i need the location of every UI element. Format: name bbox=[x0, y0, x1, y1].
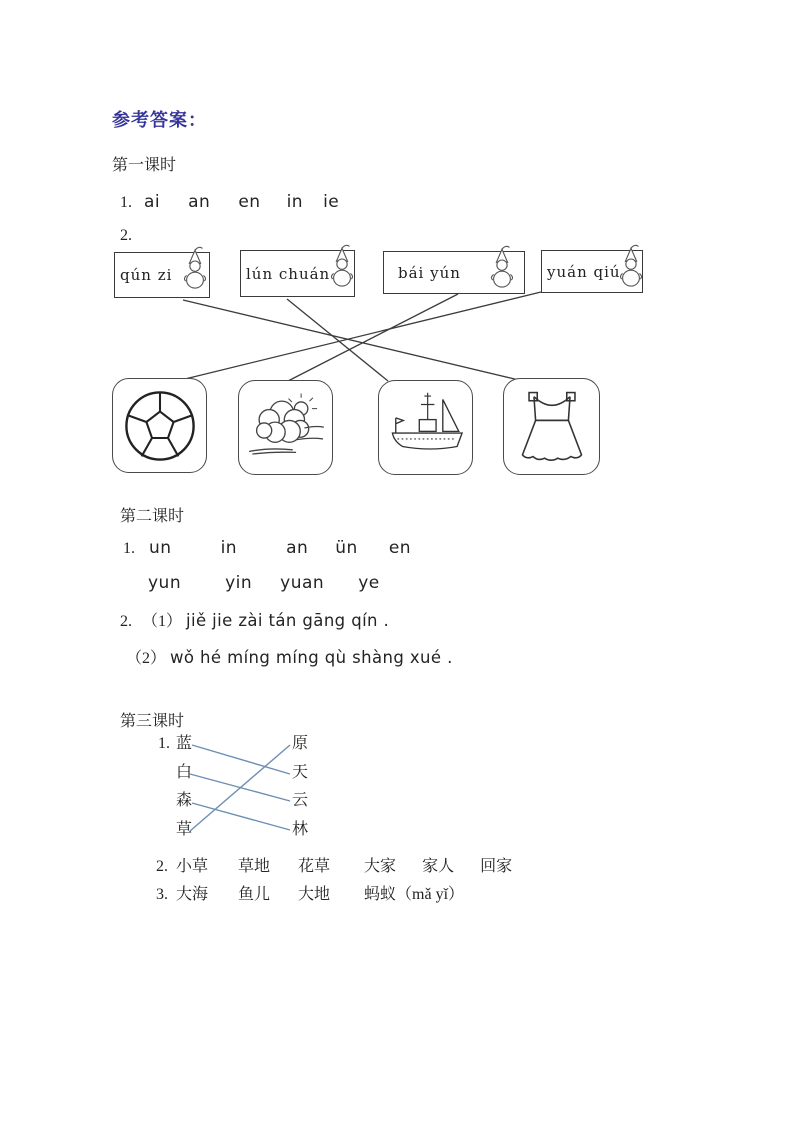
image-box-cloud bbox=[238, 380, 333, 475]
pinyin-token: yun bbox=[148, 573, 182, 593]
match-left-char: 白 bbox=[176, 764, 193, 781]
cloud-icon bbox=[244, 386, 328, 470]
section2-item2-sentence1 bbox=[120, 608, 389, 631]
section3-heading: 第三课时 bbox=[120, 713, 185, 730]
match-left-char: 蓝 bbox=[176, 735, 193, 752]
word: 鱼儿 bbox=[238, 886, 271, 903]
pinyin-token: in bbox=[220, 538, 238, 558]
section2-item1-row2 bbox=[148, 573, 380, 593]
pinyin-token: ye bbox=[358, 573, 380, 593]
word: 家人 bbox=[422, 858, 455, 875]
item-number: 1. bbox=[123, 540, 135, 557]
pinyin-label: lún chuán bbox=[246, 264, 331, 283]
section2-item1-row1 bbox=[123, 538, 411, 558]
pinyin-token: ai bbox=[144, 192, 161, 212]
pinyin-label: bái yún bbox=[398, 263, 461, 282]
sentence-text: jiě jie zài tán gāng qín . bbox=[186, 611, 390, 630]
word: 草地 bbox=[238, 858, 271, 875]
image-box-dress bbox=[503, 378, 600, 475]
pinyin-label: qún zi bbox=[120, 266, 173, 284]
pinyin-box-baiyun bbox=[383, 251, 525, 294]
word: 蚂蚁（mǎ yǐ） bbox=[364, 886, 465, 903]
pinyin-label: yuán qiú bbox=[547, 262, 621, 281]
pinyin-box-lunchuan bbox=[240, 250, 355, 297]
matching-lines bbox=[0, 730, 793, 848]
pinyin-box-yuanqiu bbox=[541, 250, 643, 293]
image-box-ship bbox=[378, 380, 473, 475]
pinyin-box-qunzi bbox=[114, 252, 210, 298]
word: 大家 bbox=[364, 858, 397, 875]
matching-diagram-2 bbox=[0, 730, 793, 848]
match-left-char: 森 bbox=[176, 792, 193, 809]
section3-item2 bbox=[156, 853, 512, 876]
matching-line-cao-yuan bbox=[190, 745, 290, 831]
pinyin-token: ie bbox=[323, 192, 340, 212]
word: 回家 bbox=[480, 858, 513, 875]
doll-icon bbox=[617, 241, 645, 291]
doll-icon bbox=[328, 241, 356, 291]
section3-item3 bbox=[156, 881, 464, 904]
matching-diagram-1 bbox=[0, 245, 793, 480]
word: 大地 bbox=[298, 886, 331, 903]
section2-heading: 第二课时 bbox=[120, 508, 185, 525]
pinyin-token: yin bbox=[225, 573, 253, 593]
pinyin-token: en bbox=[238, 192, 261, 212]
match-left-char: 草 bbox=[176, 821, 193, 838]
matching-line-lunchuan-ship bbox=[287, 299, 388, 381]
section1-item1 bbox=[120, 192, 339, 212]
matching-line-yuanqiu-ball bbox=[185, 292, 541, 379]
sentence-label: （2） bbox=[126, 650, 167, 667]
ship-icon bbox=[384, 386, 468, 470]
section2-item2-sentence2 bbox=[126, 645, 453, 668]
image-box-soccer-ball bbox=[112, 378, 207, 473]
dress-icon bbox=[511, 386, 593, 468]
doll-icon bbox=[488, 242, 516, 292]
word: 大海 bbox=[176, 886, 209, 903]
pinyin-token: an bbox=[188, 192, 211, 212]
match-right-char: 林 bbox=[292, 821, 309, 838]
sentence-label: （1） bbox=[142, 613, 183, 630]
item-number: 1. bbox=[120, 194, 132, 211]
word: 花草 bbox=[298, 858, 331, 875]
sentence-text: wǒ hé míng míng qù shàng xué . bbox=[170, 648, 453, 667]
pinyin-token: ün bbox=[335, 538, 358, 558]
match-right-char: 云 bbox=[292, 792, 309, 809]
doll-icon bbox=[181, 243, 209, 293]
item-number: 2. bbox=[120, 613, 132, 630]
soccer-ball-icon bbox=[120, 386, 200, 466]
item-number: 1. bbox=[158, 735, 170, 752]
section1-heading: 第一课时 bbox=[112, 157, 177, 174]
pinyin-token: an bbox=[286, 538, 309, 558]
pinyin-token: yuan bbox=[280, 573, 325, 593]
item-number: 2. bbox=[120, 227, 132, 244]
word: 小草 bbox=[176, 858, 209, 875]
page-title: 参考答案： bbox=[112, 110, 207, 130]
matching-line-baiyun-cloud bbox=[288, 294, 458, 381]
pinyin-token: en bbox=[388, 538, 412, 558]
matching-line-qunzi-dress bbox=[183, 300, 523, 381]
item-number: 2. bbox=[156, 858, 168, 875]
pinyin-token: in bbox=[286, 192, 304, 212]
pinyin-token: un bbox=[149, 538, 172, 558]
match-right-char: 原 bbox=[292, 735, 309, 752]
match-right-char: 天 bbox=[292, 764, 309, 781]
item-number: 3. bbox=[156, 886, 168, 903]
matching-line-lan-tian bbox=[192, 745, 290, 774]
